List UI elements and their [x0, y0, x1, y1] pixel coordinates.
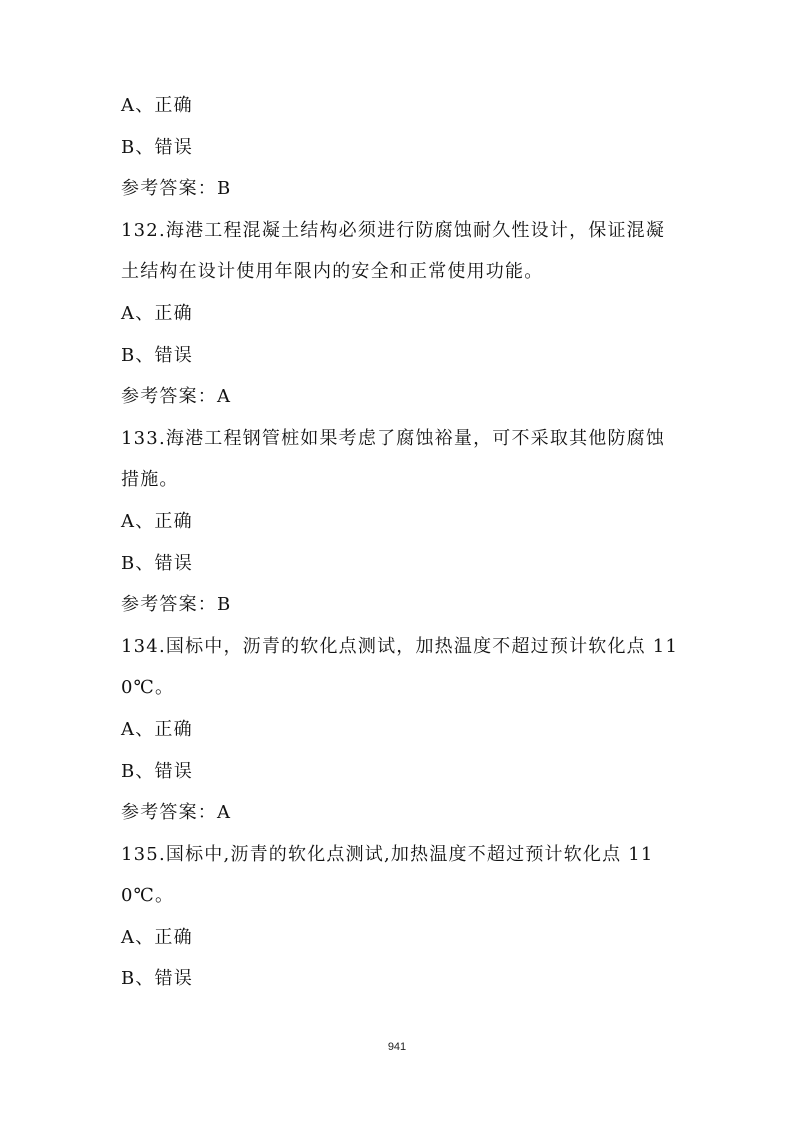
answer: 参考答案：B [121, 178, 232, 200]
option-a: A、正确 [121, 95, 193, 116]
answer: 参考答案：A [121, 802, 232, 824]
answer: 参考答案：B [121, 594, 232, 616]
option-b: B、错误 [121, 552, 194, 574]
option-b: B、错误 [121, 136, 194, 158]
question-133-line-1: 133.海港工程钢管桩如果考虑了腐蚀裕量，可不采取其他防腐蚀 [121, 427, 666, 449]
document-body [121, 96, 681, 1011]
answer: 参考答案：A [121, 386, 232, 408]
option-b: B、错误 [121, 344, 194, 366]
question-134-line-1: 134.国标中，沥青的软化点测试，加热温度不超过预计软化点 11 [121, 635, 679, 657]
question-133-line-2: 措施。 [121, 469, 179, 491]
question-134-line-2: 0℃。 [121, 677, 175, 699]
question-132-line-2: 土结构在设计使用年限内的安全和正常使用功能。 [121, 261, 544, 283]
option-a: A、正确 [121, 510, 193, 532]
question-135-line-2: 0℃。 [121, 885, 175, 907]
page-number: 941 [387, 1041, 407, 1053]
option-a: A、正确 [121, 718, 193, 740]
option-b: B、错误 [121, 968, 194, 990]
question-135-line-1: 135.国标中,沥青的软化点测试,加热温度不超过预计软化点 11 [121, 843, 654, 865]
option-b: B、错误 [121, 760, 194, 782]
option-a: A、正确 [121, 926, 193, 948]
question-132-line-1: 132.海港工程混凝土结构必须进行防腐蚀耐久性设计，保证混凝 [121, 219, 666, 241]
option-a: A、正确 [121, 302, 193, 324]
